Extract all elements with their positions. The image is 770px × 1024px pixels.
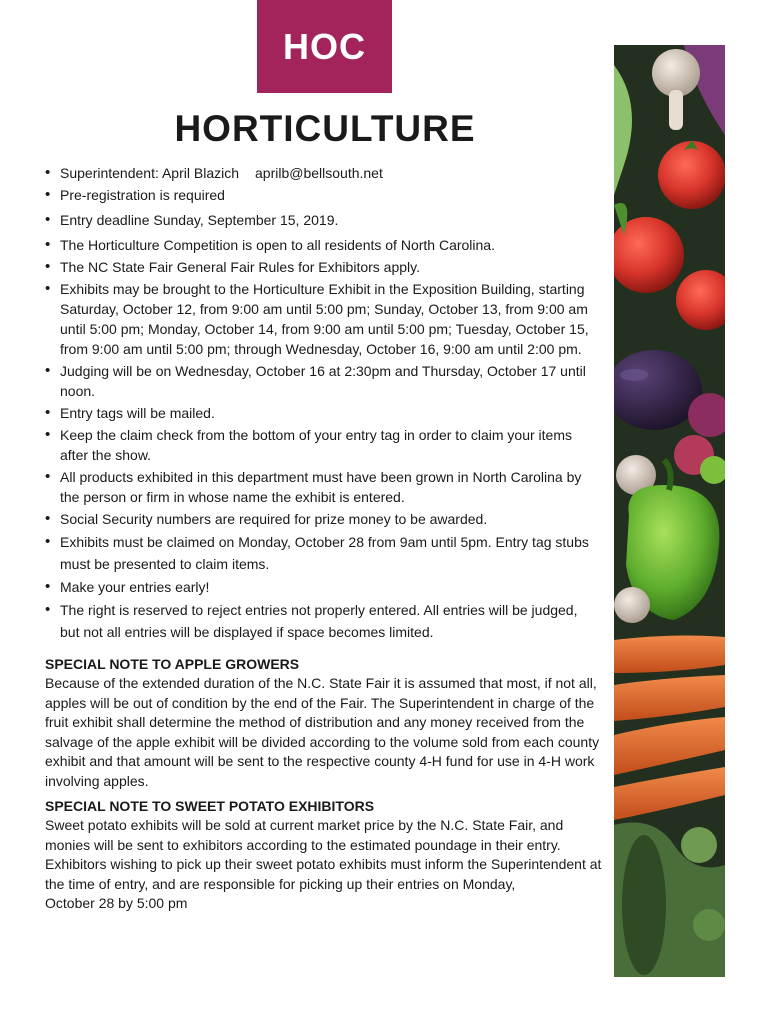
apple-note-body: Because of the extended duration of the N.C. State Fair it is assumed that most, if not all, apples will be out of condition by the end of the Fair. The Superintendent in charge of the fruit exhibit shall determine the method of distribution and any money received from the salvage of the apple exhibit will be divided according to the volume sold from each county exhibit and that amount will be sent to the respective county 4-H fund for use in 4-H work involving apples. bbox=[45, 675, 600, 789]
list-item: • Entry tags will be mailed. bbox=[44, 403, 596, 423]
cucumber bbox=[622, 835, 666, 975]
list-item: • All products exhibited in this department must have been grown in North Carolina by the person or firm in whose name the exhibit is entered. bbox=[44, 467, 596, 507]
list-item: • Judging will be on Wednesday, October 16 at 2:30pm and Thursday, October 17 until noon. bbox=[44, 361, 596, 401]
list-item-superintendent bbox=[44, 163, 596, 183]
hoc-badge bbox=[257, 0, 392, 93]
list-item: • The NC State Fair General Fair Rules for Exhibitors apply. bbox=[44, 257, 596, 277]
mushroom-cap bbox=[614, 587, 650, 623]
list-item: • The Horticulture Competition is open to all residents of North Carolina. bbox=[44, 235, 596, 255]
sweet-potato-line: monies will be sent to exhibitors according to the estimated poundage in their entry. bbox=[45, 836, 561, 853]
mushroom-stem bbox=[669, 90, 683, 130]
list-item: • The right is reserved to reject entries not properly entered. All entries will be judged, but not all entries will be displayed if space becomes limited. bbox=[44, 599, 596, 643]
superintendent-email: aprilb@bellsouth.net bbox=[255, 165, 383, 181]
sweet-potato-line: Exhibitors wishing to pick up their sweet potato exhibits must inform the Superintendent at bbox=[45, 856, 602, 872]
sweet-potato-note-heading: SPECIAL NOTE TO SWEET POTATO EXHIBITORS bbox=[45, 798, 375, 814]
info-bullet-list bbox=[44, 163, 596, 643]
sweet-potato-note-body bbox=[45, 816, 605, 914]
page-title: HORTICULTURE bbox=[174, 108, 476, 149]
list-item: • Pre-registration is required bbox=[44, 185, 596, 205]
sweet-potato-line: the time of entry, and are responsible for picking up their entries on Monday, bbox=[45, 875, 516, 892]
mushroom-cap bbox=[652, 49, 700, 97]
sweet-potato-line: October 28 by 5:00 pm bbox=[45, 895, 188, 911]
list-item: • Exhibits may be brought to the Horticulture Exhibit in the Exposition Building, starting Saturday, October 12, from 9:00 am until 5:00 pm; Sunday, October 13, from 9:00 am until 5:00 pm; Monday, October 14, from 9:00 am until 5:00 pm; Tuesday, October 15, from 9:00 am until 5:00 pm; through Wednesday, October 16, 9:00 am until 2:00 pm. bbox=[44, 279, 596, 359]
list-item: • Make your entries early! bbox=[44, 577, 596, 597]
broccoli-floret bbox=[681, 827, 717, 863]
list-item: • Exhibits must be claimed on Monday, October 28 from 9am until 5pm. Entry tag stubs must be presented to claim items. bbox=[44, 531, 596, 575]
apple-note-heading: SPECIAL NOTE TO APPLE GROWERS bbox=[45, 656, 300, 672]
tomato bbox=[658, 141, 725, 209]
broccoli-floret bbox=[693, 909, 725, 941]
list-item: • Entry deadline Sunday, September 15, 2019. bbox=[44, 210, 596, 230]
list-item: • Social Security numbers are required for prize money to be awarded. bbox=[44, 509, 596, 529]
eggplant-highlight bbox=[620, 369, 648, 381]
superintendent-label: Superintendent: April Blazich bbox=[60, 165, 239, 181]
list-item: • Keep the claim check from the bottom of your entry tag in order to claim your items after the show. bbox=[44, 425, 596, 465]
sweet-potato-line: Sweet potato exhibits will be sold at current market price by the N.C. State Fair, and bbox=[45, 817, 564, 833]
vegetables-photo-strip bbox=[614, 45, 725, 977]
badge-text: HOC bbox=[283, 25, 366, 67]
